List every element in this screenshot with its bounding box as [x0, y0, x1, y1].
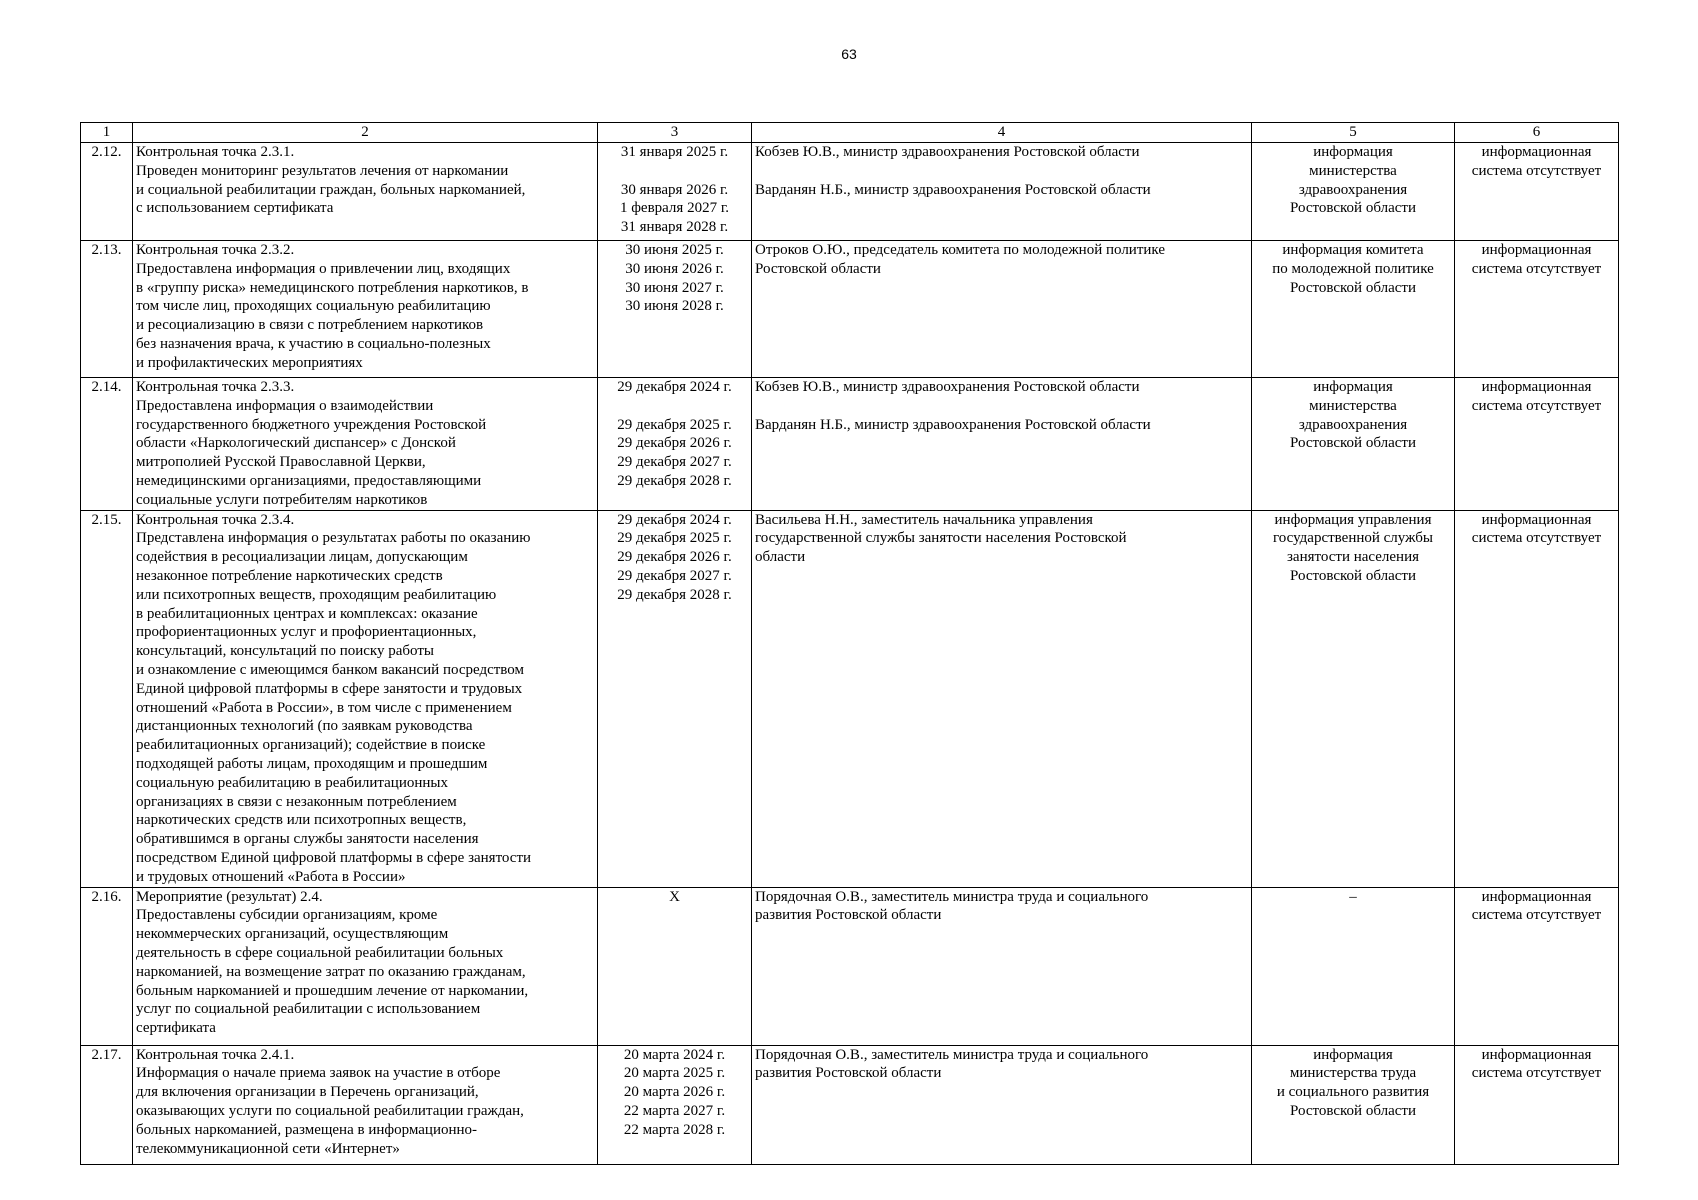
description-line: с использованием сертификата — [136, 200, 334, 217]
document-cell — [1252, 887, 1455, 1045]
system-cell — [1455, 1045, 1619, 1164]
responsible-line: Васильева Н.Н., заместитель начальника управления — [755, 511, 1093, 528]
description-line: деятельность в сфере социальной реабилитации больных — [136, 944, 504, 961]
description-line: посредством Единой цифровой платформы в сфере занятости — [136, 849, 532, 866]
date-line: 29 декабря 2027 г. — [617, 454, 732, 471]
description-line: оказывающих услуги по социальной реабилитации граждан, — [136, 1102, 524, 1119]
description-line: немедицинскими организациями, предоставляющими — [136, 472, 482, 489]
description-line: обратившимся в органы службы занятости населения — [136, 831, 479, 848]
description-cell — [133, 241, 598, 378]
date-line: 1 февраля 2027 г. — [619, 200, 730, 217]
description-line: том числе лиц, проходящих социальную реабилитацию — [136, 298, 491, 315]
document-cell — [1252, 378, 1455, 511]
description-line: профориентационных услуг и профориентационных, — [136, 624, 477, 641]
row-number: 2.12. — [81, 143, 133, 241]
dates-cell — [598, 887, 752, 1045]
document-line: Ростовской области — [1290, 279, 1416, 296]
description-line: социальные услуги потребителям наркотиков — [136, 491, 428, 508]
row-number: 2.13. — [81, 241, 133, 378]
table-row — [81, 378, 1619, 511]
description-line: больных наркоманией, размещена в информационно- — [136, 1121, 478, 1138]
col-header-6: 6 — [1455, 123, 1619, 143]
description-line: Предоставлена информация о взаимодействии — [136, 397, 434, 414]
system-line: система отсутствует — [1471, 907, 1602, 924]
col-header-4: 4 — [752, 123, 1252, 143]
description-cell — [133, 510, 598, 887]
responsible-cell — [752, 510, 1252, 887]
document-line: Ростовской области — [1290, 1102, 1416, 1119]
description-line: организациях в связи с незаконным потреблением — [136, 793, 457, 810]
date-line: 20 марта 2025 г. — [623, 1065, 726, 1082]
dates-cell — [598, 1045, 752, 1164]
description-line: и ресоциализацию в связи с потреблением наркотиков — [136, 317, 484, 334]
description-line: и социальной реабилитации граждан, больных наркоманией, — [136, 181, 526, 198]
table-row — [81, 143, 1619, 241]
document-line: здравоохранения — [1298, 416, 1408, 433]
description-line: больным наркоманией и прошедшим лечение от наркомании, — [136, 982, 529, 999]
date-line: 29 декабря 2025 г. — [617, 530, 732, 547]
description-line: наркотических средств или психотропных веществ, — [136, 812, 467, 829]
responsible-line — [755, 162, 1248, 181]
col-header-1: 1 — [81, 123, 133, 143]
row-number: 2.15. — [81, 510, 133, 887]
document-line: министерства труда — [1289, 1065, 1417, 1082]
table-row — [81, 887, 1619, 1045]
system-line: информационная — [1481, 888, 1592, 905]
description-line: Контрольная точка 2.3.1. — [136, 144, 295, 160]
document-line: информация управления — [1274, 511, 1432, 528]
responsible-line: государственной службы занятости населения Ростовской — [755, 530, 1127, 547]
document-line: информация — [1313, 379, 1393, 395]
description-line: содействия в ресоциализации лицам, допускающим — [136, 549, 468, 566]
row-number: 2.17. — [81, 1045, 133, 1164]
date-line: 29 декабря 2024 г. — [617, 511, 732, 528]
date-line: 31 января 2025 г. — [620, 144, 729, 160]
responsible-cell — [752, 241, 1252, 378]
system-cell — [1455, 510, 1619, 887]
col-header-5: 5 — [1252, 123, 1455, 143]
page-number: 63 — [841, 46, 857, 62]
table-row — [81, 1045, 1619, 1164]
dates-cell — [598, 378, 752, 511]
system-line: информационная — [1481, 144, 1592, 160]
description-line: Единой цифровой платформы в сфере занятости и трудовых — [136, 680, 523, 697]
date-line: 29 декабря 2025 г. — [617, 416, 732, 433]
document-line: по молодежной политике — [1272, 260, 1434, 277]
description-line: телекоммуникационной сети «Интернет» — [136, 1140, 400, 1157]
responsible-cell — [752, 1045, 1252, 1164]
date-line: 30 июня 2027 г. — [625, 279, 724, 296]
date-line: 29 декабря 2028 г. — [617, 472, 732, 489]
table-row — [81, 510, 1619, 887]
date-line: 29 декабря 2028 г. — [617, 586, 732, 603]
document-line: информация — [1313, 1046, 1393, 1063]
document-line: Ростовской области — [1290, 200, 1416, 217]
description-line: отношений «Работа в России», в том числе с применением — [136, 699, 512, 716]
document-line: Ростовской области — [1290, 567, 1416, 584]
description-line: и профилактических мероприятиях — [136, 354, 363, 371]
system-cell — [1455, 241, 1619, 378]
description-line: Контрольная точка 2.4.1. — [136, 1046, 295, 1063]
description-line: в «группу риска» немедицинского потребления наркотиков, в — [136, 279, 529, 296]
date-line: X — [669, 888, 680, 905]
date-line — [601, 397, 748, 416]
responsible-line: области — [755, 549, 806, 566]
date-line: 30 января 2026 г. — [620, 181, 729, 198]
document-line: государственной службы — [1273, 530, 1433, 547]
responsible-cell — [752, 887, 1252, 1045]
dates-cell — [598, 241, 752, 378]
description-line: консультаций, консультаций по поиску работы — [136, 643, 434, 660]
document-line: и социального развития — [1276, 1084, 1430, 1101]
document-line: министерства — [1309, 162, 1397, 179]
responsible-cell — [752, 143, 1252, 241]
description-line: некоммерческих организаций, осуществляющим — [136, 926, 449, 943]
responsible-line: развития Ростовской области — [755, 907, 942, 924]
document-line: – — [1349, 888, 1357, 905]
description-line: Информация о начале приема заявок на участие в отборе — [136, 1065, 501, 1082]
date-line: 30 июня 2028 г. — [625, 298, 724, 315]
row-number: 2.14. — [81, 378, 133, 511]
system-cell — [1455, 378, 1619, 511]
row-number: 2.16. — [81, 887, 133, 1045]
date-line: 22 марта 2028 г. — [623, 1121, 726, 1138]
responsible-line: Отроков О.Ю., председатель комитета по молодежной политике — [755, 242, 1165, 258]
responsible-line: Кобзев Ю.В., министр здравоохранения Ростовской области — [755, 144, 1140, 160]
description-line: Мероприятие (результат) 2.4. — [136, 888, 323, 905]
system-line: система отсутствует — [1471, 1065, 1602, 1082]
document-line: здравоохранения — [1298, 181, 1408, 198]
col-header-2: 2 — [133, 123, 598, 143]
description-line: и трудовых отношений «Работа в России» — [136, 868, 406, 885]
description-line: в реабилитационных центрах и комплексах: оказание — [136, 605, 478, 622]
responsible-line: Кобзев Ю.В., министр здравоохранения Ростовской области — [755, 379, 1140, 395]
table-header-row — [81, 123, 1619, 143]
date-line: 29 декабря 2026 г. — [617, 549, 732, 566]
description-line: без назначения врача, к участию в социально-полезных — [136, 335, 491, 352]
system-line: информационная — [1481, 1046, 1592, 1063]
system-line: система отсутствует — [1471, 530, 1602, 547]
description-line: дистанционных технологий (по заявкам руководства — [136, 718, 473, 735]
table-row — [81, 241, 1619, 378]
description-line: Контрольная точка 2.3.4. — [136, 511, 295, 528]
description-cell — [133, 887, 598, 1045]
responsible-cell — [752, 378, 1252, 511]
document-line: Ростовской области — [1290, 435, 1416, 452]
description-line: наркоманией, на возмещение затрат по оказанию гражданам, — [136, 963, 526, 980]
date-line: 30 июня 2025 г. — [625, 242, 724, 258]
system-line: информационная — [1481, 242, 1592, 258]
system-line: информационная — [1481, 379, 1592, 395]
description-line: незаконное потребление наркотических средств — [136, 567, 443, 584]
description-line: Представлена информация о результатах работы по оказанию — [136, 530, 531, 547]
document-cell — [1252, 241, 1455, 378]
responsible-line — [755, 397, 1248, 416]
responsible-line: Порядочная О.В., заместитель министра труда и социального — [755, 888, 1149, 905]
document-cell — [1252, 143, 1455, 241]
date-line: 22 марта 2027 г. — [623, 1102, 726, 1119]
date-line: 20 марта 2026 г. — [623, 1084, 726, 1101]
description-cell — [133, 1045, 598, 1164]
description-line: для включения организации в Перечень организаций, — [136, 1084, 479, 1101]
description-line: Контрольная точка 2.3.3. — [136, 379, 295, 395]
document-cell — [1252, 510, 1455, 887]
description-line: митрополией Русской Православной Церкви, — [136, 454, 426, 471]
document-line: министерства — [1309, 397, 1397, 414]
date-line: 29 декабря 2024 г. — [617, 379, 732, 395]
description-line: или психотропных веществ, проходящим реабилитацию — [136, 586, 497, 603]
col-header-3: 3 — [598, 123, 752, 143]
document-line: информация — [1313, 144, 1393, 160]
description-line: подходящей работы лицам, проходящим и прошедшим — [136, 755, 488, 772]
description-line: государственного бюджетного учреждения Ростовской — [136, 416, 487, 433]
date-line — [601, 162, 748, 181]
control-points-table — [80, 122, 1619, 1165]
document-line: информация комитета — [1282, 242, 1424, 258]
dates-cell — [598, 510, 752, 887]
responsible-line: Порядочная О.В., заместитель министра труда и социального — [755, 1046, 1149, 1063]
description-line: сертификата — [136, 1020, 216, 1037]
date-line: 30 июня 2026 г. — [625, 260, 724, 277]
system-line: система отсутствует — [1471, 162, 1602, 179]
document-cell — [1252, 1045, 1455, 1164]
document-line: занятости населения — [1286, 549, 1419, 566]
responsible-line: развития Ростовской области — [755, 1065, 942, 1082]
system-line: система отсутствует — [1471, 397, 1602, 414]
description-line: социальную реабилитацию в реабилитационных — [136, 774, 448, 791]
responsible-line: Варданян Н.Б., министр здравоохранения Ростовской области — [755, 181, 1151, 198]
description-line: области «Наркологический диспансер» с Донской — [136, 435, 456, 452]
description-line: Предоставлены субсидии организациям, кроме — [136, 907, 438, 924]
system-cell — [1455, 143, 1619, 241]
system-line: информационная — [1481, 511, 1592, 528]
date-line: 29 декабря 2026 г. — [617, 435, 732, 452]
system-line: система отсутствует — [1471, 260, 1602, 277]
responsible-line: Ростовской области — [755, 260, 881, 277]
date-line: 20 марта 2024 г. — [623, 1046, 726, 1063]
description-cell — [133, 143, 598, 241]
system-cell — [1455, 887, 1619, 1045]
date-line: 31 января 2028 г. — [620, 219, 729, 236]
description-line: Предоставлена информация о привлечении лиц, входящих — [136, 260, 511, 277]
description-line: и ознакомление с имеющимся банком вакансий посредством — [136, 661, 524, 678]
responsible-line: Варданян Н.Б., министр здравоохранения Ростовской области — [755, 416, 1151, 433]
description-line: услуг по социальной реабилитации с использованием — [136, 1001, 481, 1018]
date-line: 29 декабря 2027 г. — [617, 567, 732, 584]
description-line: Контрольная точка 2.3.2. — [136, 242, 295, 258]
description-line: реабилитационных организаций); содействие в поиске — [136, 737, 486, 754]
description-cell — [133, 378, 598, 511]
dates-cell — [598, 143, 752, 241]
description-line: Проведен мониторинг результатов лечения от наркомании — [136, 162, 509, 179]
